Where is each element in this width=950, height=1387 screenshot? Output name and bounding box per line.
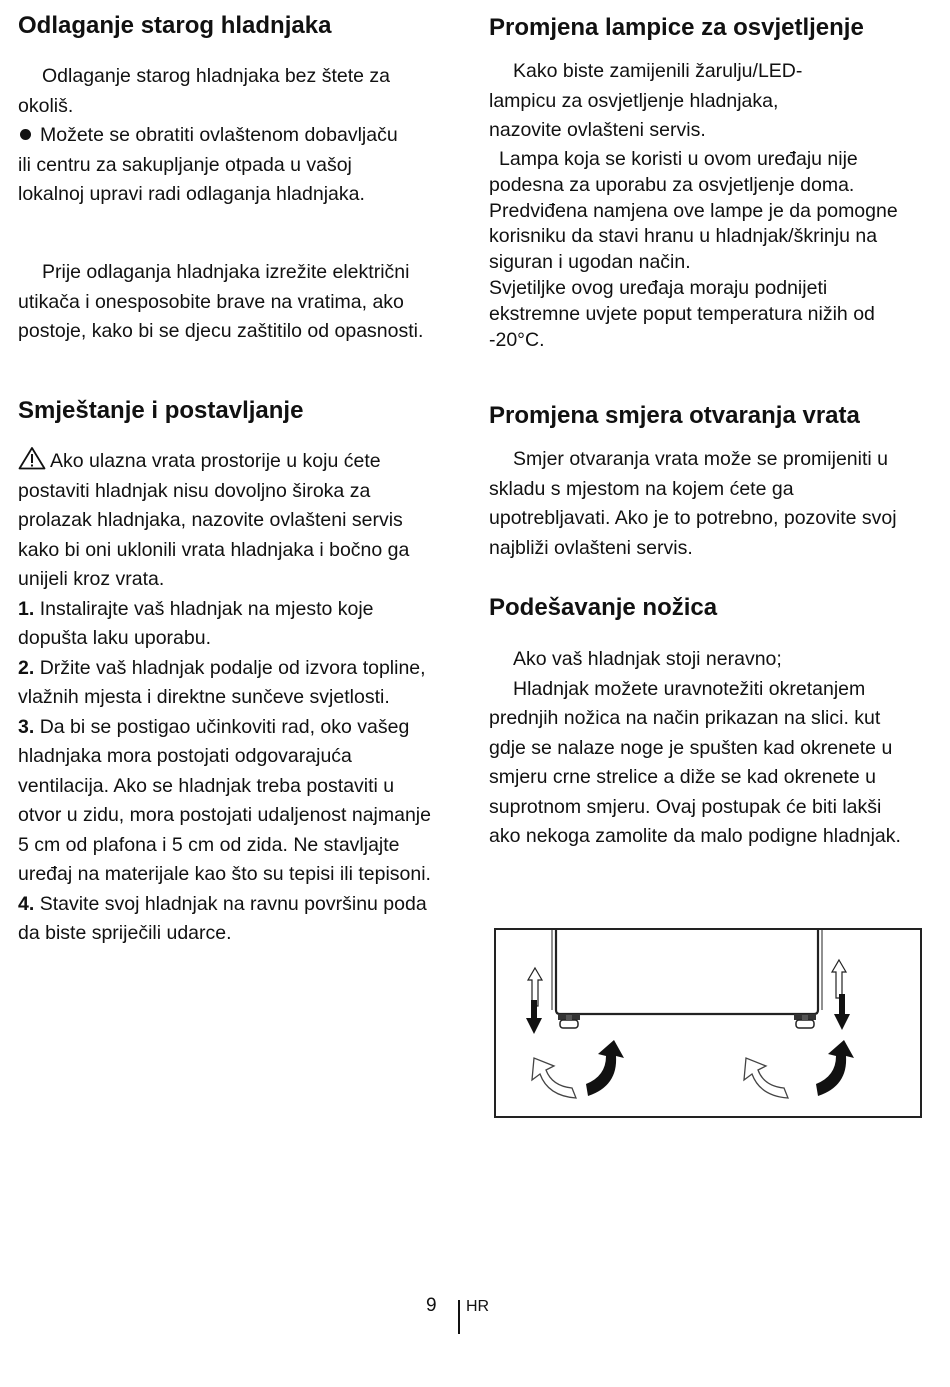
- warning-triangle-icon: [18, 446, 46, 470]
- disposal-bullet: [18, 121, 413, 210]
- placement-warning-text: Ako ulazna vrata prostorije u koju ćete postaviti hladnjak nisu dovoljno široka za prolazak hladnjaka, nazovite ovlašteni servis kako bi oni uklonili vrata hladnjaka i bočno ga unijeli kroz vrata.: [18, 450, 410, 590]
- lamp-intro: [489, 57, 844, 146]
- item-text: Stavite svoj hladnjak na ravnu površinu poda da biste spriječili udarce.: [18, 892, 427, 944]
- feet-instructions: [489, 675, 909, 852]
- lamp-details: [489, 147, 909, 353]
- placement-item-4: [18, 890, 436, 949]
- lamp-conditions-text: Svjetiljke ovog uređaja moraju podnijeti ekstremne uvjete poput temperatura nižih od -20°C.: [489, 276, 875, 351]
- leveling-feet-figure: [494, 928, 922, 1118]
- section-title-door: Promjena smjera otvaranja vrata: [489, 402, 860, 429]
- placement-item-2: [18, 654, 436, 713]
- feet-intro-text: Ako vaš hladnjak stoji neravno;: [513, 648, 782, 670]
- lamp-conditions: [489, 276, 909, 353]
- item-text: Držite vaš hladnjak podalje od izvora topline, vlažnih mjesta i direktne sunčeve svjetlosti.: [18, 656, 426, 708]
- rotate-counterclockwise-arrow-left-icon: [532, 1058, 576, 1098]
- rotate-clockwise-arrow-right-icon: [816, 1040, 854, 1096]
- item-number: 2.: [18, 656, 35, 679]
- door-para: [489, 445, 909, 563]
- raise-lower-arrows-left-icon: [526, 968, 542, 1034]
- disposal-intro-text: Odlaganje starog hladnjaka bez štete za okoliš.: [18, 65, 390, 117]
- item-text: Instalirajte vaš hladnjak na mjesto koje dopušta laku uporabu.: [18, 597, 374, 649]
- disposal-warning-text: Prije odlaganja hladnjaka izrežite električni utikača i onesposobite brave na vratima, ako postoje, kako bi se djecu zaštitilo od opasnosti.: [18, 261, 424, 342]
- bullet-dot-icon: [20, 129, 31, 140]
- placement-content: [18, 446, 436, 949]
- fridge-body-outline: [552, 930, 822, 1014]
- language-code: HR: [466, 1298, 490, 1315]
- lamp-purpose: [489, 147, 909, 276]
- placement-item-1: [18, 595, 436, 654]
- footer-divider: [458, 1300, 460, 1334]
- section-title-placement: Smještanje i postavljanje: [18, 397, 304, 424]
- item-number: 3.: [18, 715, 35, 738]
- placement-item-3: [18, 713, 436, 890]
- disposal-intro: [18, 62, 418, 121]
- page-number: 9: [426, 1295, 437, 1316]
- placement-warning: [18, 446, 436, 595]
- leveling-feet-illustration: [496, 930, 920, 1116]
- lamp-purpose-text: Lampa koja se koristi u ovom uređaju nije podesna za uporabu za osvjetljenje doma. Predviđena namjena ove lampe je da pomogne korisniku da stavi hranu u hladnjak/škrinju na siguran i ugodan način.: [489, 148, 898, 274]
- section-title-lamp: Promjena lampice za osvjetljenje: [489, 14, 864, 41]
- raise-lower-arrows-right-icon: [832, 960, 850, 1030]
- rotate-counterclockwise-arrow-right-icon: [744, 1058, 788, 1098]
- feet-content: [489, 645, 909, 852]
- lamp-intro-text: Kako biste zamijenili žarulju/LED-lampicu za osvjetljenje hladnjaka, nazovite ovlašteni servis.: [489, 60, 803, 141]
- item-text: Da bi se postigao učinkoviti rad, oko vašeg hladnjaka mora postojati odgovarajuća ventilacija. Ako se hladnjak treba postaviti u otvor u zidu, mora postojati udaljenost najmanje 5 cm od plafona i 5 cm od zida. Ne stavljajte uređaj na materijale kao što su tepisi ili tepisoni.: [18, 715, 431, 885]
- section-title-disposal: Odlaganje starog hladnjaka: [18, 12, 332, 39]
- door-para-text: Smjer otvaranja vrata može se promijeniti u skladu s mjestom na kojem ćete ga upotrebljavati. Ako je to potrebno, pozovite svoj najbliži ovlašteni servis.: [489, 448, 897, 559]
- disposal-bullet-text: Možete se obratiti ovlaštenom dobavljaču ili centru za sakupljanje otpada u vašoj lokalnoj upravi radi odlaganja hladnjaka.: [18, 124, 398, 205]
- section-title-feet: Podešavanje nožica: [489, 594, 718, 621]
- item-number: 4.: [18, 892, 35, 915]
- left-foot-icon: [558, 1014, 580, 1028]
- rotate-clockwise-arrow-left-icon: [586, 1040, 624, 1096]
- feet-intro: [489, 645, 909, 675]
- right-foot-icon: [794, 1014, 816, 1028]
- feet-instructions-text: Hladnjak možete uravnotežiti okretanjem prednjih nožica na način prikazan na slici. kut gdje se nalaze noge je spušten kad okrenete u smjeru crne strelice a diže se kad okrenete u suprotnom smjeru. Ovaj postupak će biti lakši ako nekoga zamolite da malo podigne hladnjak.: [489, 677, 901, 847]
- disposal-warning-para: [18, 258, 433, 347]
- item-number: 1.: [18, 597, 35, 620]
